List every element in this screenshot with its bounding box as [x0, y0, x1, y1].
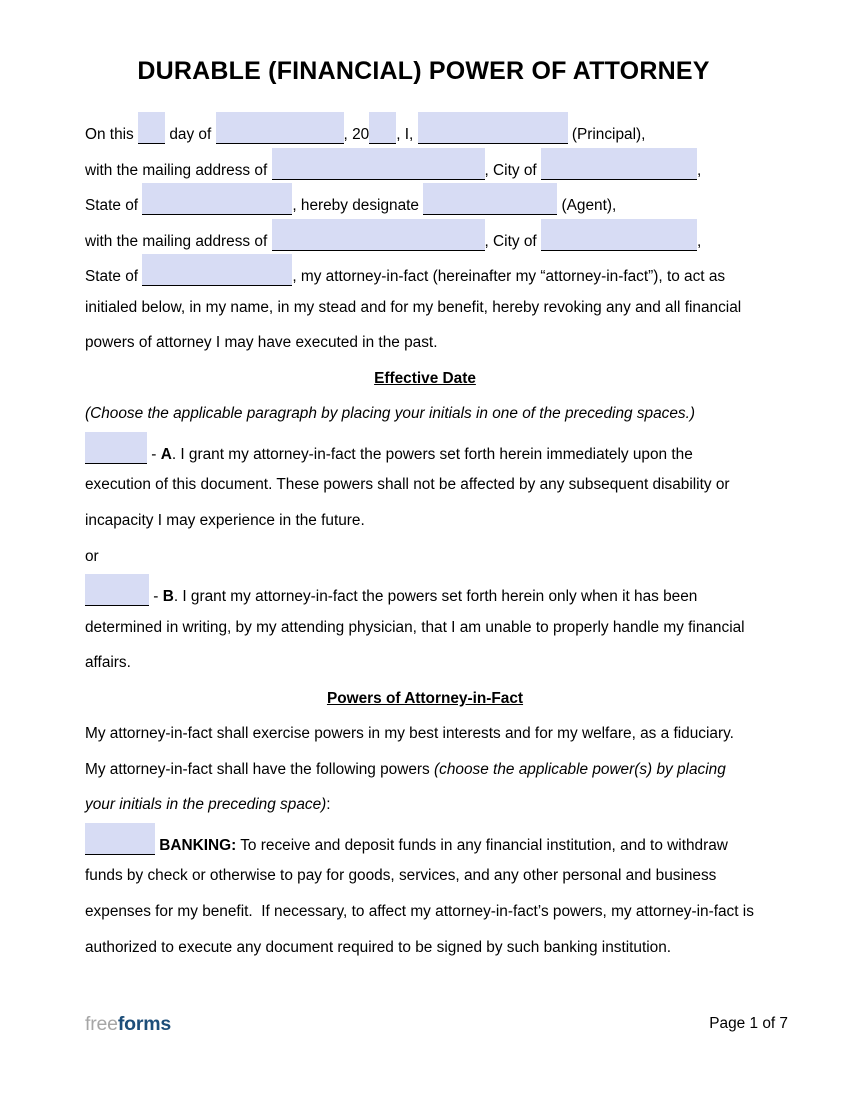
- agent-state-blank[interactable]: [142, 254, 292, 286]
- text-segment: execution of this document. These powers shall not be affected by any subsequent disability or: [85, 476, 730, 494]
- text-segment: My attorney-in-fact shall have the following powers: [85, 760, 435, 778]
- text-segment: :: [326, 796, 331, 814]
- text-segment: , City of: [484, 232, 541, 250]
- text-segment: -: [149, 588, 163, 606]
- year-blank[interactable]: [369, 112, 396, 144]
- text-segment: day of: [165, 126, 216, 143]
- text-segment: , my attorney-in-fact (hereinafter my “attorney-in-fact”), to act as: [292, 268, 726, 286]
- text-segment: authorized to execute any document required to be signed by such banking institution.: [85, 938, 672, 956]
- option-b-initials-blank[interactable]: [85, 574, 149, 606]
- text-segment: B: [162, 588, 174, 606]
- agent-address-blank[interactable]: [272, 219, 485, 251]
- option-a-initials-blank[interactable]: [85, 432, 147, 464]
- powers-line-3: [85, 787, 765, 823]
- intro-line-5: [85, 254, 765, 290]
- section-heading-powers: [85, 681, 765, 717]
- text-segment: funds by check or otherwise to pay for goods, services, and any other personal and business: [85, 867, 717, 885]
- text-segment: or: [85, 547, 99, 565]
- option-a-line-1: [85, 432, 765, 468]
- intro-line-1: [85, 112, 765, 148]
- text-segment: , 20: [343, 126, 370, 143]
- text-segment: powers of attorney I may have executed in the past.: [85, 334, 438, 352]
- text-segment: A: [160, 445, 172, 463]
- banking-line-2: [85, 858, 765, 894]
- text-segment: (choose the applicable power(s) by placing: [434, 760, 726, 778]
- section-heading-effective-date: [85, 361, 765, 397]
- text-segment: My attorney-in-fact shall exercise powers in my best interests and for my welfare, as a fiduciary.: [85, 725, 734, 743]
- text-segment: (Principal),: [567, 126, 646, 143]
- document-body: [85, 112, 765, 965]
- freeforms-logo: [85, 1013, 171, 1036]
- banking-line-1: [85, 823, 765, 859]
- principal-address-blank[interactable]: [272, 148, 485, 180]
- intro-line-2: [85, 148, 765, 184]
- text-segment: determined in writing, by my attending physician, that I am unable to properly handle my financial: [85, 618, 745, 636]
- principal-city-blank[interactable]: [541, 148, 697, 180]
- text-segment: Effective Date: [374, 369, 476, 387]
- agent-name-blank[interactable]: [423, 183, 557, 215]
- text-segment: your initials in the preceding space): [85, 796, 327, 814]
- text-segment: . I grant my attorney-in-fact the powers set forth herein only when it has been: [173, 588, 698, 606]
- option-b-line-3: [85, 645, 765, 681]
- intro-line-6: [85, 290, 765, 326]
- text-segment: affairs.: [85, 654, 131, 672]
- logo-text-free: free: [85, 1012, 118, 1035]
- day-blank[interactable]: [138, 112, 165, 144]
- banking-line-4: [85, 930, 765, 966]
- principal-state-blank[interactable]: [142, 183, 292, 215]
- logo-text-forms: forms: [117, 1012, 171, 1035]
- month-blank[interactable]: [216, 112, 344, 144]
- text-segment: To receive and deposit funds in any financial institution, and to withdraw: [236, 836, 728, 854]
- powers-line-2: [85, 752, 765, 788]
- text-segment: State of: [85, 268, 143, 286]
- text-segment: -: [147, 445, 161, 463]
- text-segment: with the mailing address of: [85, 232, 272, 250]
- text-segment: Powers of Attorney-in-Fact: [326, 689, 524, 707]
- text-segment: , City of: [484, 161, 541, 179]
- banking-line-3: [85, 894, 765, 930]
- option-b-line-2: [85, 610, 765, 646]
- text-segment: expenses for my benefit. If necessary, to affect my attorney-in-fact’s powers, my attorney-in-fact is: [85, 903, 754, 921]
- intro-line-4: [85, 219, 765, 255]
- text-segment: . I grant my attorney-in-fact the powers set forth herein immediately upon the: [171, 445, 693, 463]
- intro-line-3: [85, 183, 765, 219]
- text-segment: incapacity I may experience in the future.: [85, 512, 365, 530]
- text-segment: , I,: [396, 126, 418, 143]
- option-a-line-3: [85, 503, 765, 539]
- page-footer: [85, 1008, 788, 1040]
- text-segment: with the mailing address of: [85, 161, 272, 179]
- text-segment: ,: [696, 161, 702, 179]
- text-segment: ,: [696, 232, 702, 250]
- text-segment: , hereby designate: [292, 197, 424, 215]
- banking-initials-blank[interactable]: [85, 823, 155, 855]
- or-separator: [85, 539, 765, 575]
- intro-line-7: [85, 325, 765, 361]
- effective-date-instruction: [85, 396, 765, 432]
- principal-name-blank[interactable]: [418, 112, 568, 144]
- powers-line-1: [85, 716, 765, 752]
- text-segment: initialed below, in my name, in my stead and for my benefit, hereby revoking any and all financial: [85, 298, 742, 316]
- text-segment: (Choose the applicable paragraph by placing your initials in one of the preceding spaces.): [85, 405, 696, 423]
- text-segment: (Agent),: [557, 197, 617, 215]
- page-number-label: Page 1 of 7: [709, 1015, 788, 1032]
- document-title: DURABLE (FINANCIAL) POWER OF ATTORNEY: [137, 57, 710, 85]
- text-segment: State of: [85, 197, 143, 215]
- text-segment: BANKING:: [159, 836, 237, 854]
- agent-city-blank[interactable]: [541, 219, 697, 251]
- text-segment: On this: [85, 126, 139, 143]
- option-a-line-2: [85, 467, 765, 503]
- option-b-line-1: [85, 574, 765, 610]
